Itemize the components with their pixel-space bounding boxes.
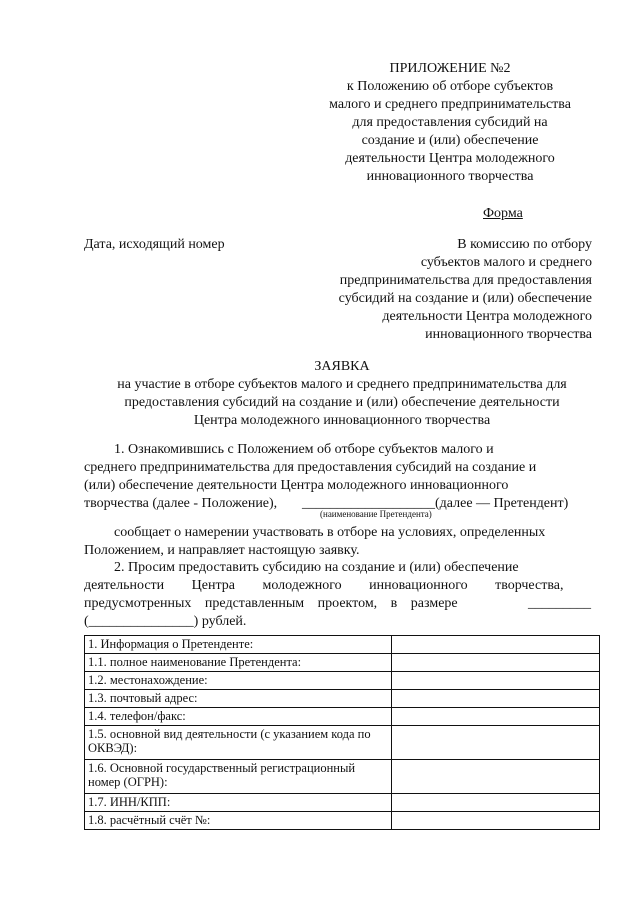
row-value[interactable] (392, 726, 600, 760)
para1-line: среднего предпринимательства для предоставления субсидий на создание и (84, 460, 537, 475)
form-label: Форма (483, 206, 523, 221)
para1-line: творчества (далее - Положение), (84, 496, 278, 511)
table-row (85, 760, 600, 794)
table-row (85, 690, 600, 708)
applicant-name-caption: (наименование Претендента) (320, 509, 432, 519)
table-row (85, 654, 600, 672)
row-label: 1.6. Основной государственный регистрационный номер (ОГРН): (85, 760, 392, 794)
heading-line: на участие в отборе субъектов малого и среднего предпринимательства для (117, 377, 567, 392)
row-label: 1.2. местонахождение: (85, 672, 392, 690)
row-value[interactable] (392, 794, 600, 812)
addressee-line: В комиссию по отбору (457, 237, 592, 252)
addressee-line: субсидий на создание и (или) обеспечение (338, 291, 592, 306)
para1-line: (или) обеспечение деятельности Центра молодежного инновационного (84, 478, 509, 493)
table-row (85, 726, 600, 760)
appendix-title: ПРИЛОЖЕНИЕ №2 (389, 61, 511, 76)
row-label: 1.1. полное наименование Претендента: (85, 654, 392, 672)
applicant-name-field: ___________________(далее — Претендент) (302, 496, 569, 511)
para2-line: предусмотренных представленным проектом, в размере (84, 596, 458, 611)
appendix-line: к Положению об отборе субъектов (346, 79, 554, 94)
addressee-line: инновационного творчества (425, 327, 592, 342)
appendix-line: создание и (или) обеспечение (361, 133, 539, 148)
row-label: 1. Информация о Претенденте: (85, 636, 392, 654)
row-value[interactable] (392, 654, 600, 672)
heading-line: предоставления субсидий на создание и (или) обеспечение деятельности (124, 395, 560, 410)
para2-line: деятельности Центра молодежного инновационного творчества, (84, 578, 564, 593)
date-label: Дата, исходящий номер (84, 237, 225, 252)
document-title: ЗАЯВКА (314, 359, 370, 374)
table-row (85, 672, 600, 690)
row-value[interactable] (392, 760, 600, 794)
addressee-line: деятельности Центра молодежного (382, 309, 592, 324)
table-row (85, 636, 600, 654)
table-row (85, 794, 600, 812)
table-row (85, 708, 600, 726)
heading-line: Центра молодежного инновационного творчества (193, 413, 491, 428)
addressee-line: предпринимательства для предоставления (339, 273, 592, 288)
addressee-line: субъектов малого и среднего (420, 255, 592, 270)
para2-line: 2. Просим предоставить субсидию на создание и (или) обеспечение (114, 560, 519, 575)
row-label: 1.7. ИНН/КПП: (85, 794, 392, 812)
row-value[interactable] (392, 708, 600, 726)
row-label: 1.3. почтовый адрес: (85, 690, 392, 708)
row-label: 1.8. расчётный счёт №: (85, 812, 392, 830)
appendix-line: малого и среднего предпринимательства (329, 97, 571, 112)
subsidy-amount-field: _________ (528, 596, 591, 611)
appendix-line: инновационного творчества (366, 169, 534, 184)
row-label: 1.4. телефон/факс: (85, 708, 392, 726)
applicant-info-table (84, 635, 600, 830)
row-label: 1.5. основной вид деятельности (с указанием кода по ОКВЭД): (85, 726, 392, 760)
table-row (85, 812, 600, 830)
appendix-line: для предоставления субсидий на (352, 115, 548, 130)
para1-line: Положением, и направляет настоящую заявку. (84, 543, 360, 558)
para1-line: 1. Ознакомившись с Положением об отборе субъектов малого и (114, 442, 494, 457)
row-value[interactable] (392, 812, 600, 830)
row-value[interactable] (392, 672, 600, 690)
para1-line: сообщает о намерении участвовать в отборе на условиях, определенных (114, 525, 546, 540)
appendix-line: деятельности Центра молодежного (345, 151, 555, 166)
para2-line: (_______________) рублей. (84, 614, 247, 629)
row-value[interactable] (392, 690, 600, 708)
row-value[interactable] (392, 636, 600, 654)
